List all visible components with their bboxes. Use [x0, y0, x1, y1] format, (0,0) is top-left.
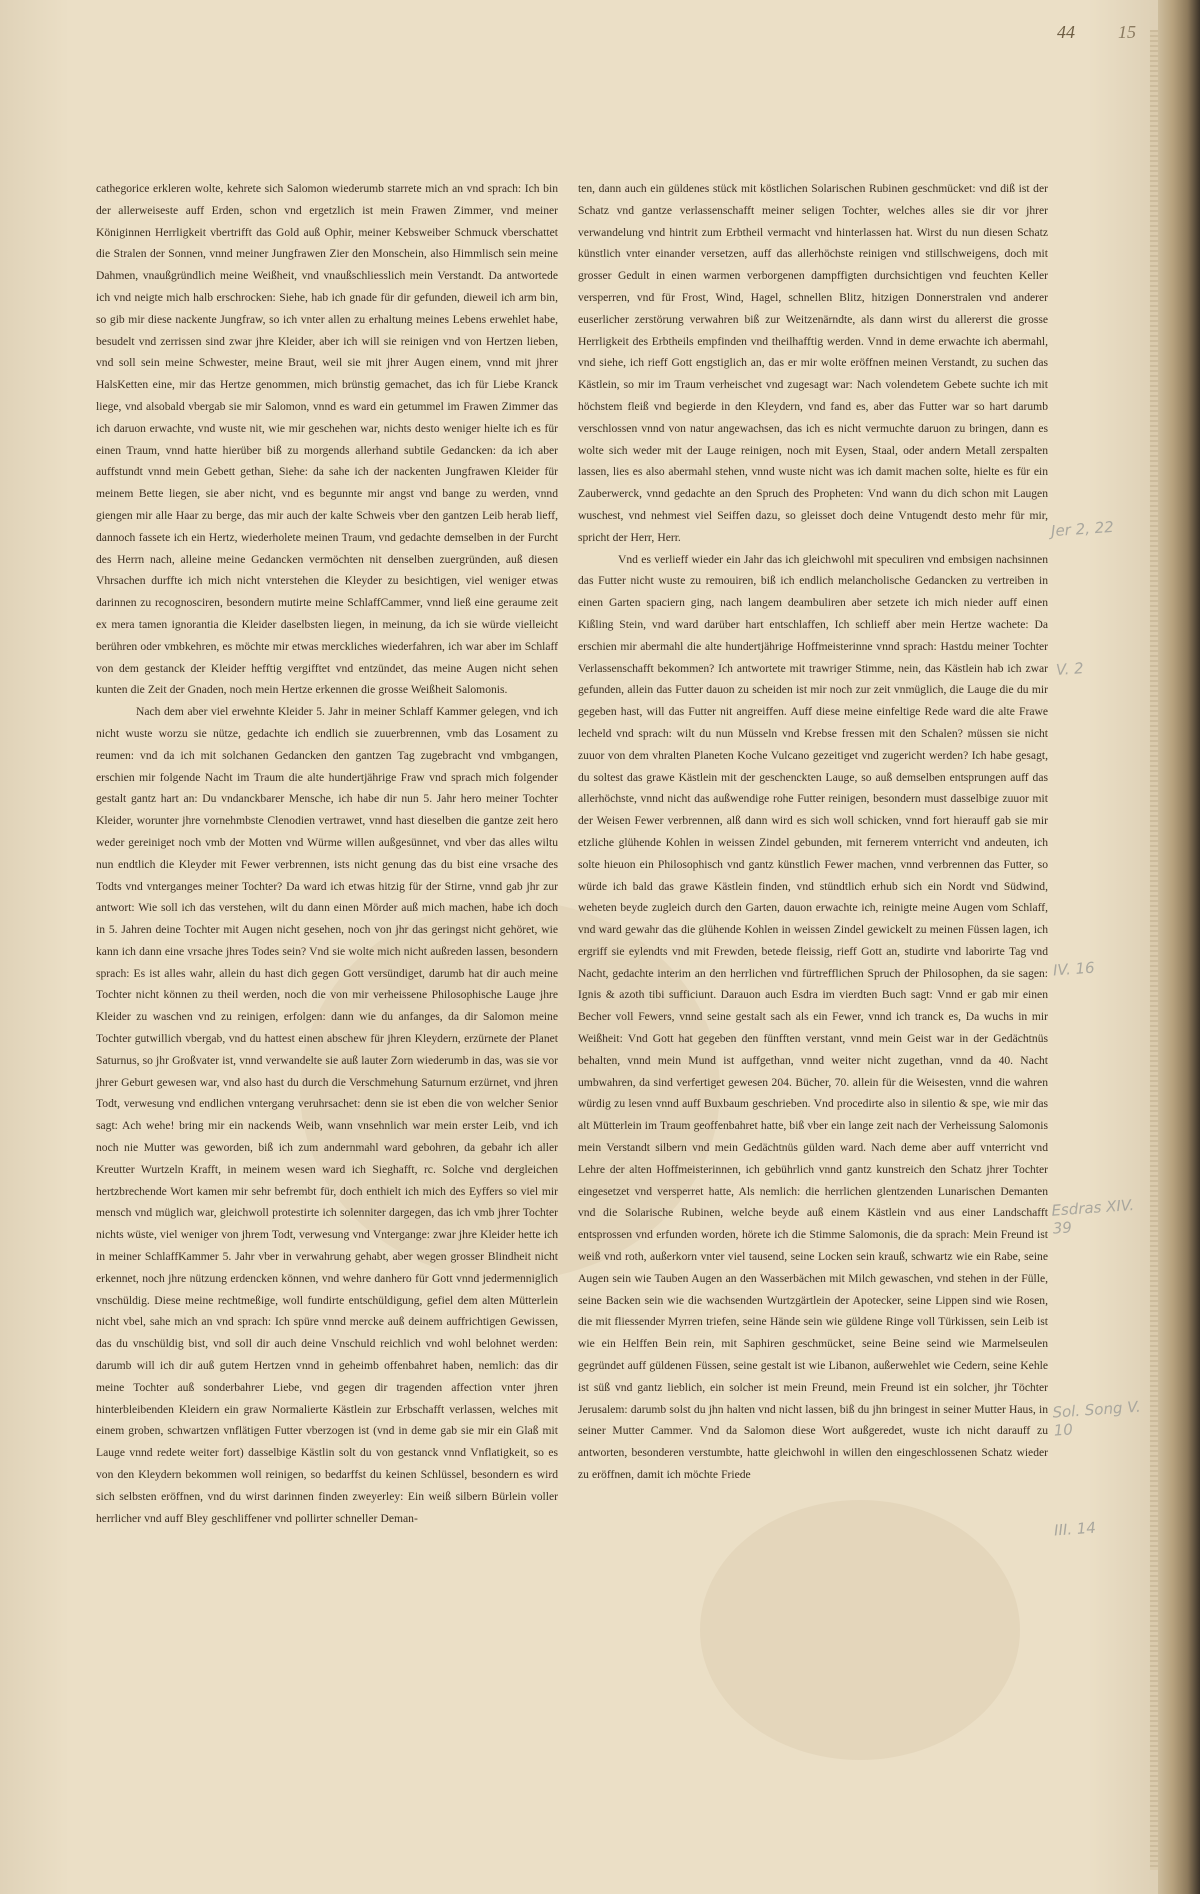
margin-annotation: Esdras XIV. 39 [1050, 1195, 1135, 1238]
paragraph: cathegorice erkleren wolte, kehrete sich Salomon wiederumb starrete mich an vnd sprach: Ich bin der allerweiseste auff Erden, schon vnd ergetzlich ist mein Frawen Zimmer, vnd meiner Königinnen Herrligkeit vbertrifft das Gold auß Ophir, meiner Kebsweiber Schmuck vberschattet die Stralen der Sonnen, vnnd meiner Jungfrawen Zier den Monschein, also Himmlisch sein meine Dahmen, vnaußgründlich meine Weißheit, vnd vnaußschliesslich mein Verstandt. Da antwortede ich vnd neigte mich halb erschrocken: Siehe, hab ich gnade für dir gefunden, dieweil ich arm bin, so gib mir diese nackente Jungfraw, so ich vnter allen zu erhaltung meines Lebens erwehlet habe, besudelt vnd zerrissen sind zwar jhre Kleider, aber ich will sie reinigen vnd von Hertzen lieben, vnd soll sein meine Schwester, meine Braut, weil sie mit jhrer Augen einem, vnnd mit jhrer HalsKetten eine, mir das Hertze genommen, mich brünstig gemachet, das ich für Liebe Kranck liege, vnd alsobald vbergab sie mir Salomon, vnnd es ward ein getummel im Frawen Zimmer das ich daruon erwachte, vnd wuste nit, wie mir geschehen war, nichts desto weniger hielte ich es für einen Traum, vnnd hatte hierüber biß zu morgends allerhand subtile Gedancken: da ich aber auffstundt vnnd mein Gebett gethan, Siehe: da sahe ich der nackenten Jungfrawen Kleider für meinem Bette liegen, sie aber nicht, vnd es begunnte mir angst vnd bange zu werden, vnnd giengen mir alle Haar zu berge, das mir auch der kalte Schweis vber den gantzen Leib herab lieff, dannoch fassete ich ein Hertz, wiederholete meinen Traum, vnd gedachte demselben in der Furcht des Herrn nach, alleine meine Gedancken vermöchten nit denselben zuergründen, auß diesen Vhrsachen durffte ich mich nicht vnterstehen die Kleyder zu besichtigen, viel weniger etwas darinnen zu recognosciren, besondern mutirte meine SchlaffCammer, vnnd ließ eine geraume zeit ex mera tamen ignorantia die Kleider daselbsten liegen, in meinung, da ich sie würde vielleicht berühren oder vmbkehren, es möchte mir etwas merckliches wiederfahren, ich war aber im Schlaff von dem gestanck der Kleider hefftig vergifftet vnd entzündet, das meine Augen nicht sehen kunten die Zeit der Gnaden, noch mein Hertze erkennen die grosse Weißheit Salomonis. [96, 182, 558, 697]
margin-annotation: Jer 2, 22 [1050, 517, 1115, 541]
paper-stain [700, 1500, 1020, 1760]
text-column-left [96, 178, 558, 1529]
margin-annotation: Sol. Song V. 10 [1051, 1397, 1142, 1440]
margin-annotation: III. 14 [1053, 1518, 1097, 1540]
text-column-right [578, 178, 1048, 1486]
margin-annotation: V. 2 [1055, 659, 1085, 679]
folio-number-secondary: 15 [1118, 22, 1136, 42]
book-spine [1158, 0, 1200, 1894]
folio-number: 44 [1057, 22, 1075, 42]
margin-annotation: IV. 16 [1052, 958, 1096, 980]
paragraph: ten, dann auch ein güldenes stück mit köstlichen Solarischen Rubinen geschmücket: vnd diß ist der Schatz vnd gantze verlassenschafft meiner seligen Tochter, welches alles sie dir vor jhrer verwandelung vnd hintrit zum Erbtheil vermacht vnd hinterlassen hat. Wirst du nun diesen Schatz künstlich vnter einander versetzen, auff das allerhöchste reinigen vnd stillschweigens, doch mit grosser Gedult in einen warmen verborgenen dampffigten durchsichtigen vnd feuchten Keller versperren, vnd für Frost, Wind, Hagel, schnellen Blitz, hitzigen Donnerstralen vnd anderer euserlicher zerstörung verwahren biß zur Weitzenärndte, als dann wirst du allererst die grosse Herrligkeit des Erbtheils empfinden vnd theilhafftig werden. Vnnd in deme erwachte ich abermahl, vnd siehe, ich rieff Gott engstiglich an, das er mir wolte eröffnen meinen Verstandt, zu suchen das Kästlein, so mir im Traum verheischet vnd zugesagt war: Nach volendetem Gebete suchte ich mit höchstem fleiß vnd begierde in den Kleydern, vnd fand es, aber das Futter war so hart darumb verschlossen vnnd von natur angewachsen, das ich es nicht vermuchte daruon zu bringen, dann es wolte sich weder mit der Lauge reinigen, noch mit Eysen, Staal, oder andern Metall zerspalten lassen, lies es also abermahl stehen, vnnd wuste nicht was ich damit machen solte, hielte es für ein Zauberwerck, vnnd gedachte an den Spruch des Propheten: Vnd wann du dich schon mit Laugen wuschest, vnd nehmest viel Seiffen dazu, so gleisset doch deine Vntugendt desto mehr für mir, spricht der Herr, Herr. [578, 182, 1048, 544]
paragraph: Vnd es verlieff wieder ein Jahr das ich gleichwohl mit speculiren vnd embsigen nachsinnen das Futter nicht wuste zu remouiren, biß ich endlich melancholische Gedancken zu vertreiben in einen Garten spaciern ging, nach langem deambuliren aber setzete ich mich nieder auff einen Kißling Stein, vnd ward darüber hart entschlaffen, Ich schlieff aber mein Hertze wachete: Da erschien mir abermahl die alte hundertjährige Hoffmeisterinne vnnd sprach: Hastdu meiner Tochter Verlassenschafft bekommen? Ich antwortete mit trawriger Stimme, nein, das Kästlein hab ich zwar gefunden, allein das Futter dauon zu scheiden ist mir noch zur zeit vnmüglich, die Lauge die du mir gegeben hast, will das Futter nit angreiffen. Auff diese meine einfeltige Rede ward die alte Frawe lecheld vnd sprach: wilt du nun Müsseln vnd Krebse fressen mit den Schalen? müssen sie nicht zuuor von dem vhralten Planeten Koche Vulcano gezeitiget vnd zugericht werden? Ich habe gesagt, du soltest das grawe Kästlein mit der geschenckten Lauge, so auß demselben entsprungen auff das allerhöchste, vnnd nicht das außwendige rohe Futter reinigen, besondern must dasselbige zuuor mit der Weisen Fewer verbrennen, alß dann wird es sich woll schicken, vnnd fort hierauff gab sie mir etzliche glühende Kohlen in weissen Zindel gebunden, mit fernerem vnterricht vnd andeuten, ich solte hieuon ein Philosophisch vnd gantz künstlich Fewer machen, vnnd verbrennen das Futter, so würde ich bald das grawe Kästlein finden, vnd stündtlich erhub sich ein Nordt vnd Südwind, weheten beyde zugleich durch den Garten, dauon erwachte ich, reinigte meine Augen vom Schlaff, vnd ward gewahr das die glühende Kohlen in weissen Zindel gewickelt zu meinen Füssen lagen, ich ergriff sie eylendts vnd mit Frewden, betede fleissig, rieff Gott an, studirte vnd laborirte Tag vnd Nacht, gedachte interim an den herrlichen vnd fürtrefflichen Spruch der Philosophen, da sie sagen: Ignis & azoth tibi sufficiunt. Darauon auch Esdra im vierdten Buch sagt: Vnnd er gab mir einen Becher voll Fewers, vnnd seine gestalt sach als ein Fewer, vnnd ich tranck es, Da wuchs in mir Weißheit: Vnd Gott hat gegeben den fünfften verstant, vnnd mein Geist war in der Gedächtnüs behalten, vnnd mein Mund ist auffgethan, vnnd weiter nicht zugethan, vnnd da 40. Nacht umbwahren, da sind verfertiget gewesen 204. Bücher, 70. allein für die Weisesten, vnnd die wahren würdig zu lesen vnnd auff Buxbaum geschrieben. Vnd procedirte also in silentio & spe, wie mir das alt Mütterlein im Traum geoffenbahret hatte, biß vber ein lange zeit nach der Verheissung Salomonis mein Verstandt silbern vnd mein Gedächtnüs gülden ward. Nach deme aber auff vnterricht vnd Lehre der alten Hoffmeisterinnen, ich gebührlich vnnd gantz kunstreich den Schatz jhrer Tochter eingesetzet vnd versperret hatte, Als nemlich: die herrlichen glentzenden Lunarischen Demanten vnd die Solarische Rubinen, welche beyde auß einem Kästlein vnd aus einer Landschafft entsprossen vnd erfunden worden, hörete ich die Stimme Salomonis, die da sprach: Mein Freund ist weiß vnd roth, außerkorn vnter viel tausend, seine Locken sein krauß, schwartz wie ein Rabe, seine Augen sein wie Tauben Augen an den Wasserbächen mit Milch gewaschen, vnd stehen in der Fülle, seine Backen sein wie die wachsenden Wurtzgärtlein der Apotecker, seine Lippen sind wie Rosen, die mit fliessender Myrren triefen, seine Hände sein wie güldene Ringe voll Türkissen, sein Leib ist wie ein Helffen Bein rein, mit Saphiren geschmücket, seine Beine seind wie Marmelseulen gegründet auff güldenen Füssen, seine gestalt ist wie Libanon, außerwehlet wie Cedern, seine Kehle ist süß vnd gantz lieblich, ein solcher ist mein Freund, mein Freund ist ein solcher, jhr Töchter Jerusalem: darumb solst du jhn halten vnd nicht lassen, biß du jhn bringest in seiner Mutter Haus, in seiner Mutter Cammer. Vnd da Salomon diese Wort außgeredet, wuste ich nicht darauff zu antworten, besonderen verstumbte, hatte gleichwohl in willen den eingeschlossenen Schatz wieder zu eröffnen, damit ich möchte Friede [578, 552, 1048, 1482]
paragraph: Nach dem aber viel erwehnte Kleider 5. Jahr in meiner Schlaff Kammer gelegen, vnd ich nicht wuste worzu sie nütze, gedachte ich endlich sie zuuerbrennen, vmb das Losament zu reumen: vnd da ich mit solchanen Gedancken den gantzen Tag zugebracht vnd vmbgangen, erschien mir folgende Nacht im Traum die alte hundertjährige Fraw vnd sprach mich folgender gestalt gantz hart an: Du vndanckbarer Mensche, ich habe dir nun 5. Jahr hero meiner Tochter Kleider, worunter jhre vornehmbste Clenodien vertrawet, vnnd hast dieselben die gantze zeit hero weder gereiniget noch vmb der Motten vnd Würme willen außgesünnet, vnd vber das alles wiltu nun endtlich die Kleyder mit Fewer verbrennen, ists nicht genung das du bist eine vrsache des Todts vnd vnterganges meiner Tochter? Da ward ich etwas hitzig für der Stirne, vnnd gab jhr zur antwort: Wie soll ich das verstehen, wilt du dann einen Mörder auß mich machen, habe ich doch in 5. Jahren deine Tochter mit Augen nicht gesehen, noch von jhr das geringst nicht gehöret, wie kann ich dann eine vrsache jhres Todes sein? Vnd sie wolte mich nicht außreden lassen, besondern sprach: Es ist alles wahr, allein du hast dich gegen Gott versündiget, darumb hat dir auch meine Tochter nicht können zu theil werden, noch die von mir verheissene Philosophische Lauge jhre Kleider zu waschen vnd zu reinigen, erfolgen: dann wie du anfanges, da dir Salomon meine Tochter gutwillich vbergab, vnd du hattest einen abschew für jhren Kleydern, erzürnete der Planet Saturnus, so jhr Großvater ist, vnnd verwandelte sie auß lauter Zorn wiederumb in das, was sie vor jhrer Geburt gewesen war, vnd also hast du durch die Verschmehung Saturnum erzürnet, vnd jhren Todt, verwesung vnd endlichen vntergang veruhrsachet: denn sie ist eben die von welcher Senior sagt: Ach wehe! bring mir ein nackends Weib, wann vnsehnlich war mein erster Leib, vnd ich noch nie Mutter was geworden, biß ich zum andernmahl ward gebohren, da gebahr ich aller Kreutter Wurtzeln Krafft, in meinem wesen ward ich Sieghafft, rc. Solche vnd dergleichen hertzbrechende Wort kamen mir sehr befrembt für, doch enthielt ich mich des Eyffers so viel mir mensch vnd müglich war, gleichwoll protestirte ich solenniter dargegen, das ich vmb jhrer Tochter nichts wüste, viel weniger von jhrem Todt, verwesung vnd Vntergange: zwar jhre Kleider hette ich in meiner SchlaffKammer 5. Jahr vber in verwahrung gehabt, aber wegen grosser Blindheit nicht erkennet, noch jhre nützung erdencken können, vnd wehre danhero für Gott vnnd jedermenniglich vnschüldig. Diese meine rechtmeßige, woll fundirte entschüldigung, gefiel dem alten Mütterlein nicht vbel, sahe mich an vnd sprach: Ich spüre vnnd mercke auß deinem auffrichtigen Gewissen, das du vnschüldig bist, vnd soll dir auch deine Vnschuld reichlich vnd wohl belohnet werden: darumb will ich dir auß gutem Hertzen vnnd in geheimb offenbahret haben, nemlich: das dir meine Tochter auß sonderbahrer Liebe, vnd gegen dir tragenden affection vnter jhren hinterbleibenden Kleidern ein graw Normalierte Kästlein zur Erbschafft verlassen, welches mit einem groben, schwartzen vnflätigen Futter vberzogen ist (vnd in deme gab sie mir ein Glaß mit Lauge vnnd redete weiter fort) dasselbige Kästlin solt du von gestanck vnnd Vnflatigkeit, so es von den Kleydern bekommen woll reinigen, so bedarffst du keinen Schlüssel, besondern es wird sich selbsten eröffnen, vnd du wirst darinnen finden zweyerley: Ein weiß silbern Bürlein voller herrlicher vnd auff Bley geschliffener vnd pollirter schneller Deman- [96, 705, 558, 1525]
